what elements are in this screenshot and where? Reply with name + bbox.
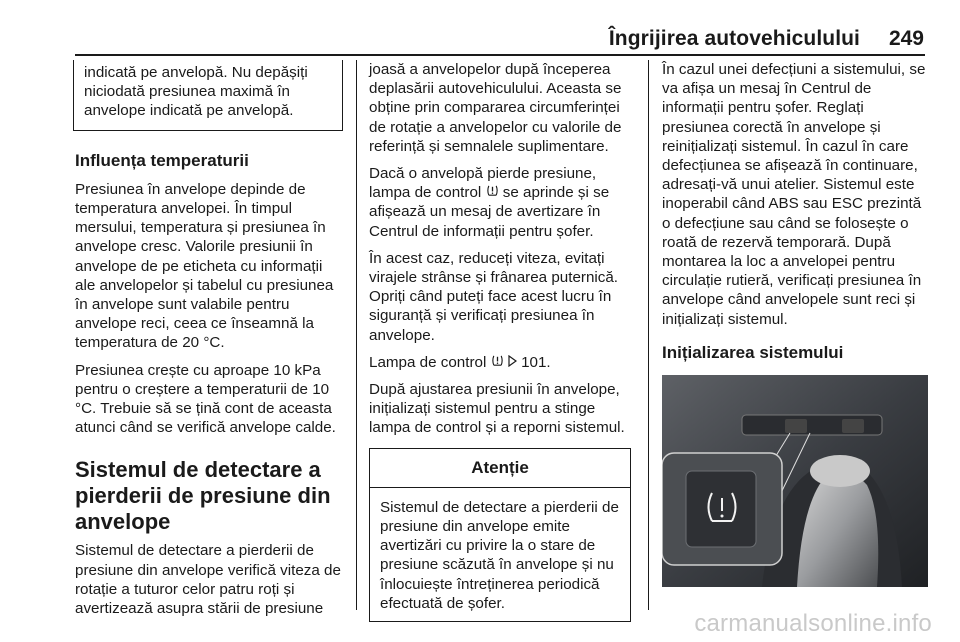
pressure-loss-text-b: se aprinde și se afișează un mesaj de avertizare în Centrul de informații pentru șofer.: [369, 184, 610, 240]
warning-box: [369, 448, 631, 622]
header-divider: [75, 54, 925, 56]
pressure-loss-text-a: Dacă o anvelopă pierde presiune, lampa de control: [369, 165, 597, 202]
system-paragraph-cont: joasă a anvelopelor după începerea deplasării autovehiculului. Aceasta se obține prin compararea circumferinței de rotație a anvelopelor cu valorile de referință și semnalele suplimentare.: [369, 61, 622, 155]
reset-paragraph: După ajustarea presiunii în anvelope, inițializați sistemul pentru a stinge lampa de control și a reporni sistemul.: [369, 381, 625, 437]
control-lamp-page-ref[interactable]: 101.: [521, 353, 551, 371]
control-lamp-text: Lampa de control: [369, 353, 487, 371]
heading-pressure-loss-system: Sistemul de detectare a pierderii de presiune din anvelope: [75, 457, 331, 535]
temperature-paragraph-1: Presiunea în anvelope depinde de temperatura anvelopei. În timpul mersului, temperatura și presiunea în anvelope cresc. Valorile presiunii în anvelope de pe eticheta cu informații ale anvelopelor și tabelul cu presiunea în anvelope sunt valabile pentru anvelope reci, ceea ce înseamnă la temperatura de 20 °C.: [75, 180, 334, 352]
control-lamp-reference: [369, 353, 635, 372]
console-photo: [662, 375, 928, 587]
system-paragraph: Sistemul de detectare a pierderii de presiune din anvelope verifică viteza de rotație a tuturor celor patru roți și avertizează asupra stării de presiune: [75, 542, 341, 618]
column-divider-1: [356, 60, 357, 610]
page-reference-arrow-icon: [508, 353, 517, 372]
pressure-loss-paragraph: [369, 164, 635, 241]
page-number: 249: [888, 27, 924, 50]
section-title: Îngrijirea autovehiculului: [608, 27, 860, 50]
column-3: [662, 60, 928, 372]
column-divider-2: [648, 60, 649, 610]
warning-text: Sistemul de detectare a pierderii de presiune din anvelope emite avertizări cu privire la o stare de presiune scăzută în anvelope și nu înlocuiește întreținerea periodică efectuată de șofer.: [380, 498, 619, 612]
column-1: [75, 60, 343, 626]
column-2: [369, 60, 635, 622]
tire-pressure-warning-icon: [491, 353, 504, 372]
malfunction-paragraph: În cazul unei defecțiuni a sistemului, se va afișa un mesaj în Centrul de informații pentru șofer. Reglați presiunea corectă în anvelope și reinițializați sistemul. În cazul în care defecțiunea se afișează în continuare, adresați-vă unui atelier. Sistemul este inoperabil când ABS sau ESC prezintă o defecțiune sau când se folosește o roată de rezervă temporară. După montarea la loc a anvelopei pentru circulație rutieră, verificați presiunea în anvelope când anvelopele sunt reci și inițializați sistemul.: [662, 61, 926, 328]
note-text: indicată pe anvelopă. Nu depășiți niciodată presiunea maximă în anvelope indicată pe anvelopă.: [84, 64, 308, 120]
tire-pressure-warning-icon: [486, 183, 499, 202]
note-box-continued: [73, 60, 343, 131]
page-header: [0, 0, 960, 60]
heading-temperature: Influența temperaturii: [75, 150, 249, 170]
heading-initialization: Inițializarea sistemului: [662, 342, 844, 362]
watermark: carmanualsonline.info: [694, 610, 932, 637]
action-paragraph: În acest caz, reduceți viteza, evitați virajele strânse și frânarea puternică. Opriți când puteți face acest lucru în siguranță și verificați presiunea în anvelope.: [369, 249, 619, 344]
warning-title: Atenție: [370, 449, 630, 488]
temperature-paragraph-2: Presiunea crește cu aproape 10 kPa pentru o creștere a temperaturii de 10 °C. Trebuie să se țină cont de aceasta atunci când se verifică anvelope calde.: [75, 361, 336, 437]
